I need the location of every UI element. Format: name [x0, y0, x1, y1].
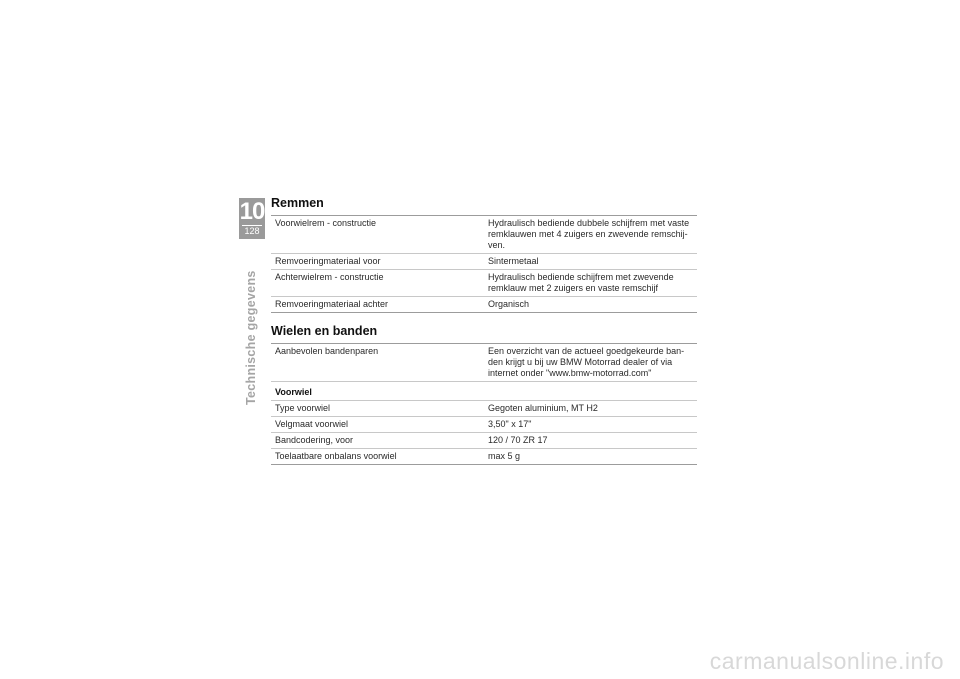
row-value: Hydraulisch bediende dubbele schijfrem met vaste remklauwen met 4 zuigers en zwevende remschij-ven.	[485, 216, 697, 254]
wheels-table	[271, 343, 697, 465]
row-label: Bandcodering, voor	[271, 433, 485, 449]
chapter-title: Technische gegevens	[244, 270, 258, 405]
section-heading-wheels: Wielen en banden	[271, 324, 378, 338]
section-heading-brakes: Remmen	[271, 196, 324, 210]
watermark-text: carmanualsonline.info	[709, 648, 944, 674]
row-label: Aanbevolen bandenparen	[271, 344, 485, 382]
table-row	[271, 401, 697, 417]
row-value: max 5 g	[485, 449, 697, 465]
table-row	[271, 216, 697, 254]
row-value: 120 / 70 ZR 17	[485, 433, 697, 449]
row-value: Hydraulisch bediende schijfrem met zwevende remklauw met 2 zuigers en vaste remschijf	[485, 270, 697, 297]
table-row	[271, 433, 697, 449]
row-value: Gegoten aluminium, MT H2	[485, 401, 697, 417]
chapter-tab	[239, 198, 265, 239]
brakes-table	[271, 215, 697, 313]
row-value: Organisch	[485, 297, 697, 313]
row-label: Achterwielrem - constructie	[271, 270, 485, 297]
row-label: Remvoeringmateriaal voor	[271, 254, 485, 270]
chapter-number: 10	[239, 198, 265, 225]
table-row	[271, 297, 697, 313]
row-value: Een overzicht van de actueel goedgekeurde ban-den krijgt u bij uw BMW Motorrad dealer of via internet onder "www.bmw-motorrad.com"	[485, 344, 697, 382]
table-row	[271, 449, 697, 465]
page-number: 128	[244, 226, 260, 236]
row-value: 3,50" x 17"	[485, 417, 697, 433]
table-row	[271, 417, 697, 433]
row-label: Type voorwiel	[271, 401, 485, 417]
front-wheel-heading: Voorwiel	[271, 382, 697, 401]
row-label: Toelaatbare onbalans voorwiel	[271, 449, 485, 465]
table-row	[271, 270, 697, 297]
row-label: Remvoeringmateriaal achter	[271, 297, 485, 313]
page-content	[271, 195, 697, 465]
table-row	[271, 254, 697, 270]
row-label: Velgmaat voorwiel	[271, 417, 485, 433]
row-label: Voorwielrem - constructie	[271, 216, 485, 254]
table-subheading-row	[271, 382, 697, 401]
row-value: Sintermetaal	[485, 254, 697, 270]
table-row	[271, 344, 697, 382]
